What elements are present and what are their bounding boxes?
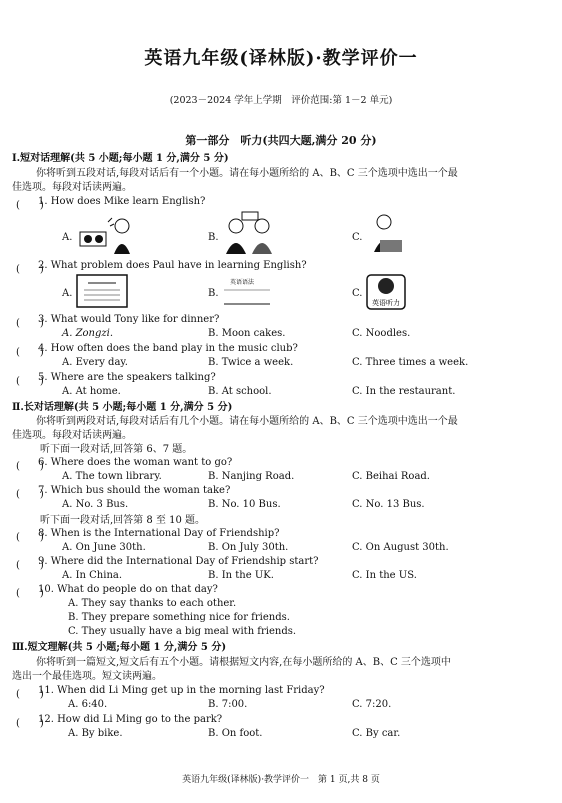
option-a: A. The town library. [62, 471, 162, 482]
answer-blank[interactable]: ( ) [16, 718, 44, 729]
option-b: B. No. 10 Bus. [208, 499, 281, 510]
dialogue-lead: 听下面一段对话,回答第 8 至 10 题。 [40, 515, 205, 526]
instructions-line: 选出一个最佳选项。短文读两遍。 [12, 671, 162, 682]
answer-blank[interactable]: ( ) [16, 376, 44, 387]
option-c: C. No. 13 Bus. [352, 499, 425, 510]
option-a: A. Zongzi. [62, 328, 114, 339]
answer-blank[interactable]: ( ) [16, 461, 44, 472]
option-label: C. [352, 288, 363, 299]
question-text: 11. When did Li Ming get up in the morning last Friday? [38, 685, 325, 696]
option-c: C. In the US. [352, 570, 417, 581]
option-c: C. Noodles. [352, 328, 411, 339]
instructions-line: 佳选项。每段对话读两遍。 [12, 430, 132, 441]
option-a: A. No. 3 Bus. [62, 499, 129, 510]
pic-radio-icon [78, 214, 138, 256]
dialogue-lead: 听下面一段对话,回答第 6、7 题。 [40, 444, 193, 455]
instructions-line: 你将听到五段对话,每段对话后有一个小题。请在每小题所给的 A、B、C 三个选项中选出一个最 [36, 168, 458, 179]
option-b: B. On July 30th. [208, 542, 289, 553]
option-b: B. Nanjing Road. [208, 471, 295, 482]
question-text: 3. What would Tony like for dinner? [38, 314, 220, 325]
option-label: B. [208, 232, 219, 243]
option-a: A. On June 30th. [62, 542, 146, 553]
option-a: A. 6:40. [68, 699, 108, 710]
pic-grammar-book-icon [76, 274, 128, 308]
question-text: 10. What do people do on that day? [38, 584, 218, 595]
answer-blank[interactable]: ( ) [16, 318, 44, 329]
option-c: C. By car. [352, 728, 401, 739]
question-text: 1. How does Mike learn English? [38, 196, 206, 207]
answer-blank[interactable]: ( ) [16, 489, 44, 500]
option-b: B. In the UK. [208, 570, 274, 581]
option-b: B. 7:00. [208, 699, 248, 710]
option-a: A. By bike. [68, 728, 123, 739]
question-text: 5. Where are the speakers talking? [38, 372, 216, 383]
option-b: B. They prepare something nice for friends. [68, 612, 290, 623]
section-heading: Ⅰ.短对话理解(共 5 小题;每小题 1 分,满分 5 分) [12, 153, 229, 164]
section-heading: Ⅲ.短文理解(共 5 小题;每小题 1 分,满分 5 分) [12, 642, 227, 653]
option-c: C. Three times a week. [352, 357, 469, 368]
option-c: C. On August 30th. [352, 542, 449, 553]
page-title: 英语九年级(译林版)·教学评价一 [144, 48, 418, 69]
question-text: 4. How often does the band play in the music club? [38, 343, 298, 354]
part-heading: 第一部分 听力(共四大题,满分 20 分) [185, 134, 377, 147]
option-a: A. In China. [62, 570, 123, 581]
page-footer: 英语九年级(译林版)·教学评价一 第 1 页,共 8 页 [182, 775, 380, 785]
option-label: A. [62, 232, 73, 243]
answer-blank[interactable]: ( ) [16, 532, 44, 543]
option-b: B. At school. [208, 386, 272, 397]
option-b: B. On foot. [208, 728, 263, 739]
option-a: A. They say thanks to each other. [68, 598, 237, 609]
option-c: C. 7:20. [352, 699, 392, 710]
pic-caption: 英语听力 [372, 299, 400, 307]
pic-talking-icon [222, 210, 278, 256]
question-text: 2. What problem does Paul have in learning English? [38, 260, 307, 271]
instructions-line: 佳选项。每段对话读两遍。 [12, 182, 132, 193]
instructions-line: 你将听到两段对话,每段对话后有几个小题。请在每小题所给的 A、B、C 三个选项中选出一个最 [36, 416, 458, 427]
option-b: B. Moon cakes. [208, 328, 286, 339]
section-heading: Ⅱ.长对话理解(共 5 小题;每小题 1 分,满分 5 分) [12, 402, 233, 413]
option-a: A. Every day. [62, 357, 128, 368]
question-text: 8. When is the International Day of Friendship? [38, 528, 280, 539]
question-text: 12. How did Li Ming go to the park? [38, 714, 223, 725]
pic-listening-icon [366, 274, 406, 310]
option-label: A. [62, 288, 73, 299]
answer-blank[interactable]: ( ) [16, 264, 44, 275]
pic-computer-icon [366, 210, 406, 256]
question-text: 9. Where did the International Day of Friendship start? [38, 556, 319, 567]
option-b: B. Twice a week. [208, 357, 294, 368]
answer-blank[interactable]: ( ) [16, 689, 44, 700]
question-text: 6. Where does the woman want to go? [38, 457, 233, 468]
option-a: A. At home. [62, 386, 121, 397]
answer-blank[interactable]: ( ) [16, 588, 44, 599]
answer-blank[interactable]: ( ) [16, 560, 44, 571]
option-c: C. Beihai Road. [352, 471, 430, 482]
pic-caption: 英语语法 [230, 279, 255, 286]
option-c: C. In the restaurant. [352, 386, 456, 397]
instructions-line: 你将听到一篇短文,短文后有五个小题。请根据短文内容,在每小题所给的 A、B、C 三个选项中 [36, 657, 451, 668]
pic-reading-text-icon [222, 276, 272, 306]
answer-blank[interactable]: ( ) [16, 347, 44, 358]
page-subtitle: (2023－2024 学年上学期 评价范围:第 1－2 单元) [169, 95, 393, 106]
option-label: C. [352, 232, 363, 243]
answer-blank[interactable]: ( ) [16, 200, 44, 211]
option-label: B. [208, 288, 219, 299]
option-c: C. They usually have a big meal with friends. [68, 626, 297, 637]
question-text: 7. Which bus should the woman take? [38, 485, 231, 496]
